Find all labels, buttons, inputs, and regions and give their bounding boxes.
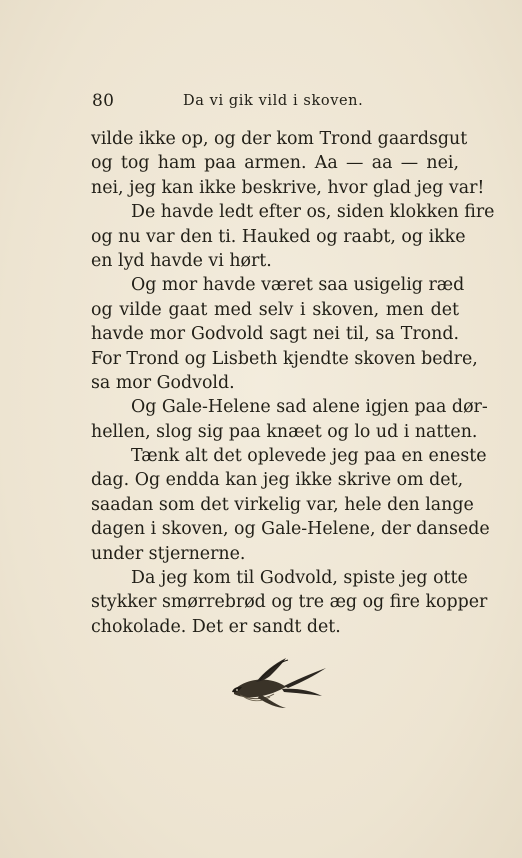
text-line: De havde ledt efter os, siden klokken fire <box>131 202 495 223</box>
text-line: Tænk alt det oplevede jeg paa en eneste <box>131 446 487 467</box>
text-line: hellen, slog sig paa knæet og lo ud i natten. <box>91 421 478 442</box>
text-line: dag. Og endda kan jeg ikke skrive om det, <box>91 470 464 491</box>
text-line: nei, jeg kan ikke beskrive, hvor glad jeg var! <box>91 177 485 198</box>
page-number: 80 <box>92 91 115 111</box>
text-line: og vilde gaat med selv i skoven, men det <box>91 299 459 320</box>
text-line: og nu var den ti. Hauked og raabt, og ikke <box>91 226 466 247</box>
text-line: For Trond og Lisbeth kjendte skoven bedre, <box>91 348 478 369</box>
text-line: under stjernerne. <box>91 543 246 564</box>
text-line: chokolade. Det er sandt det. <box>91 616 341 637</box>
text-line: stykker smørrebrød og tre æg og fire kopper <box>91 592 488 613</box>
text-line: sa mor Godvold. <box>91 372 235 393</box>
text-line: vilde ikke op, og der kom Trond gaardsgut <box>91 129 468 149</box>
text-line: Da jeg kom til Godvold, spiste jeg otte <box>131 568 468 589</box>
swallow-bird-icon <box>230 656 328 710</box>
text-line: havde mor Godvold sagt nei til, sa Trond. <box>91 324 459 345</box>
text-line: dagen i skoven, og Gale-Helene, der dansede <box>91 519 490 540</box>
running-title: Da vi gik vild i skoven. <box>183 93 364 109</box>
text-line: Og mor havde været saa usigelig ræd <box>131 275 465 296</box>
text-line: og tog ham paa armen. Aa — aa — nei, <box>91 153 459 174</box>
text-line: Og Gale-Helene sad alene igjen paa dør- <box>131 397 488 418</box>
page-header <box>92 91 442 113</box>
text-line: en lyd havde vi hørt. <box>91 250 272 271</box>
text-line: saadan som det virkelig var, hele den lange <box>91 494 474 515</box>
body-text <box>91 127 495 639</box>
